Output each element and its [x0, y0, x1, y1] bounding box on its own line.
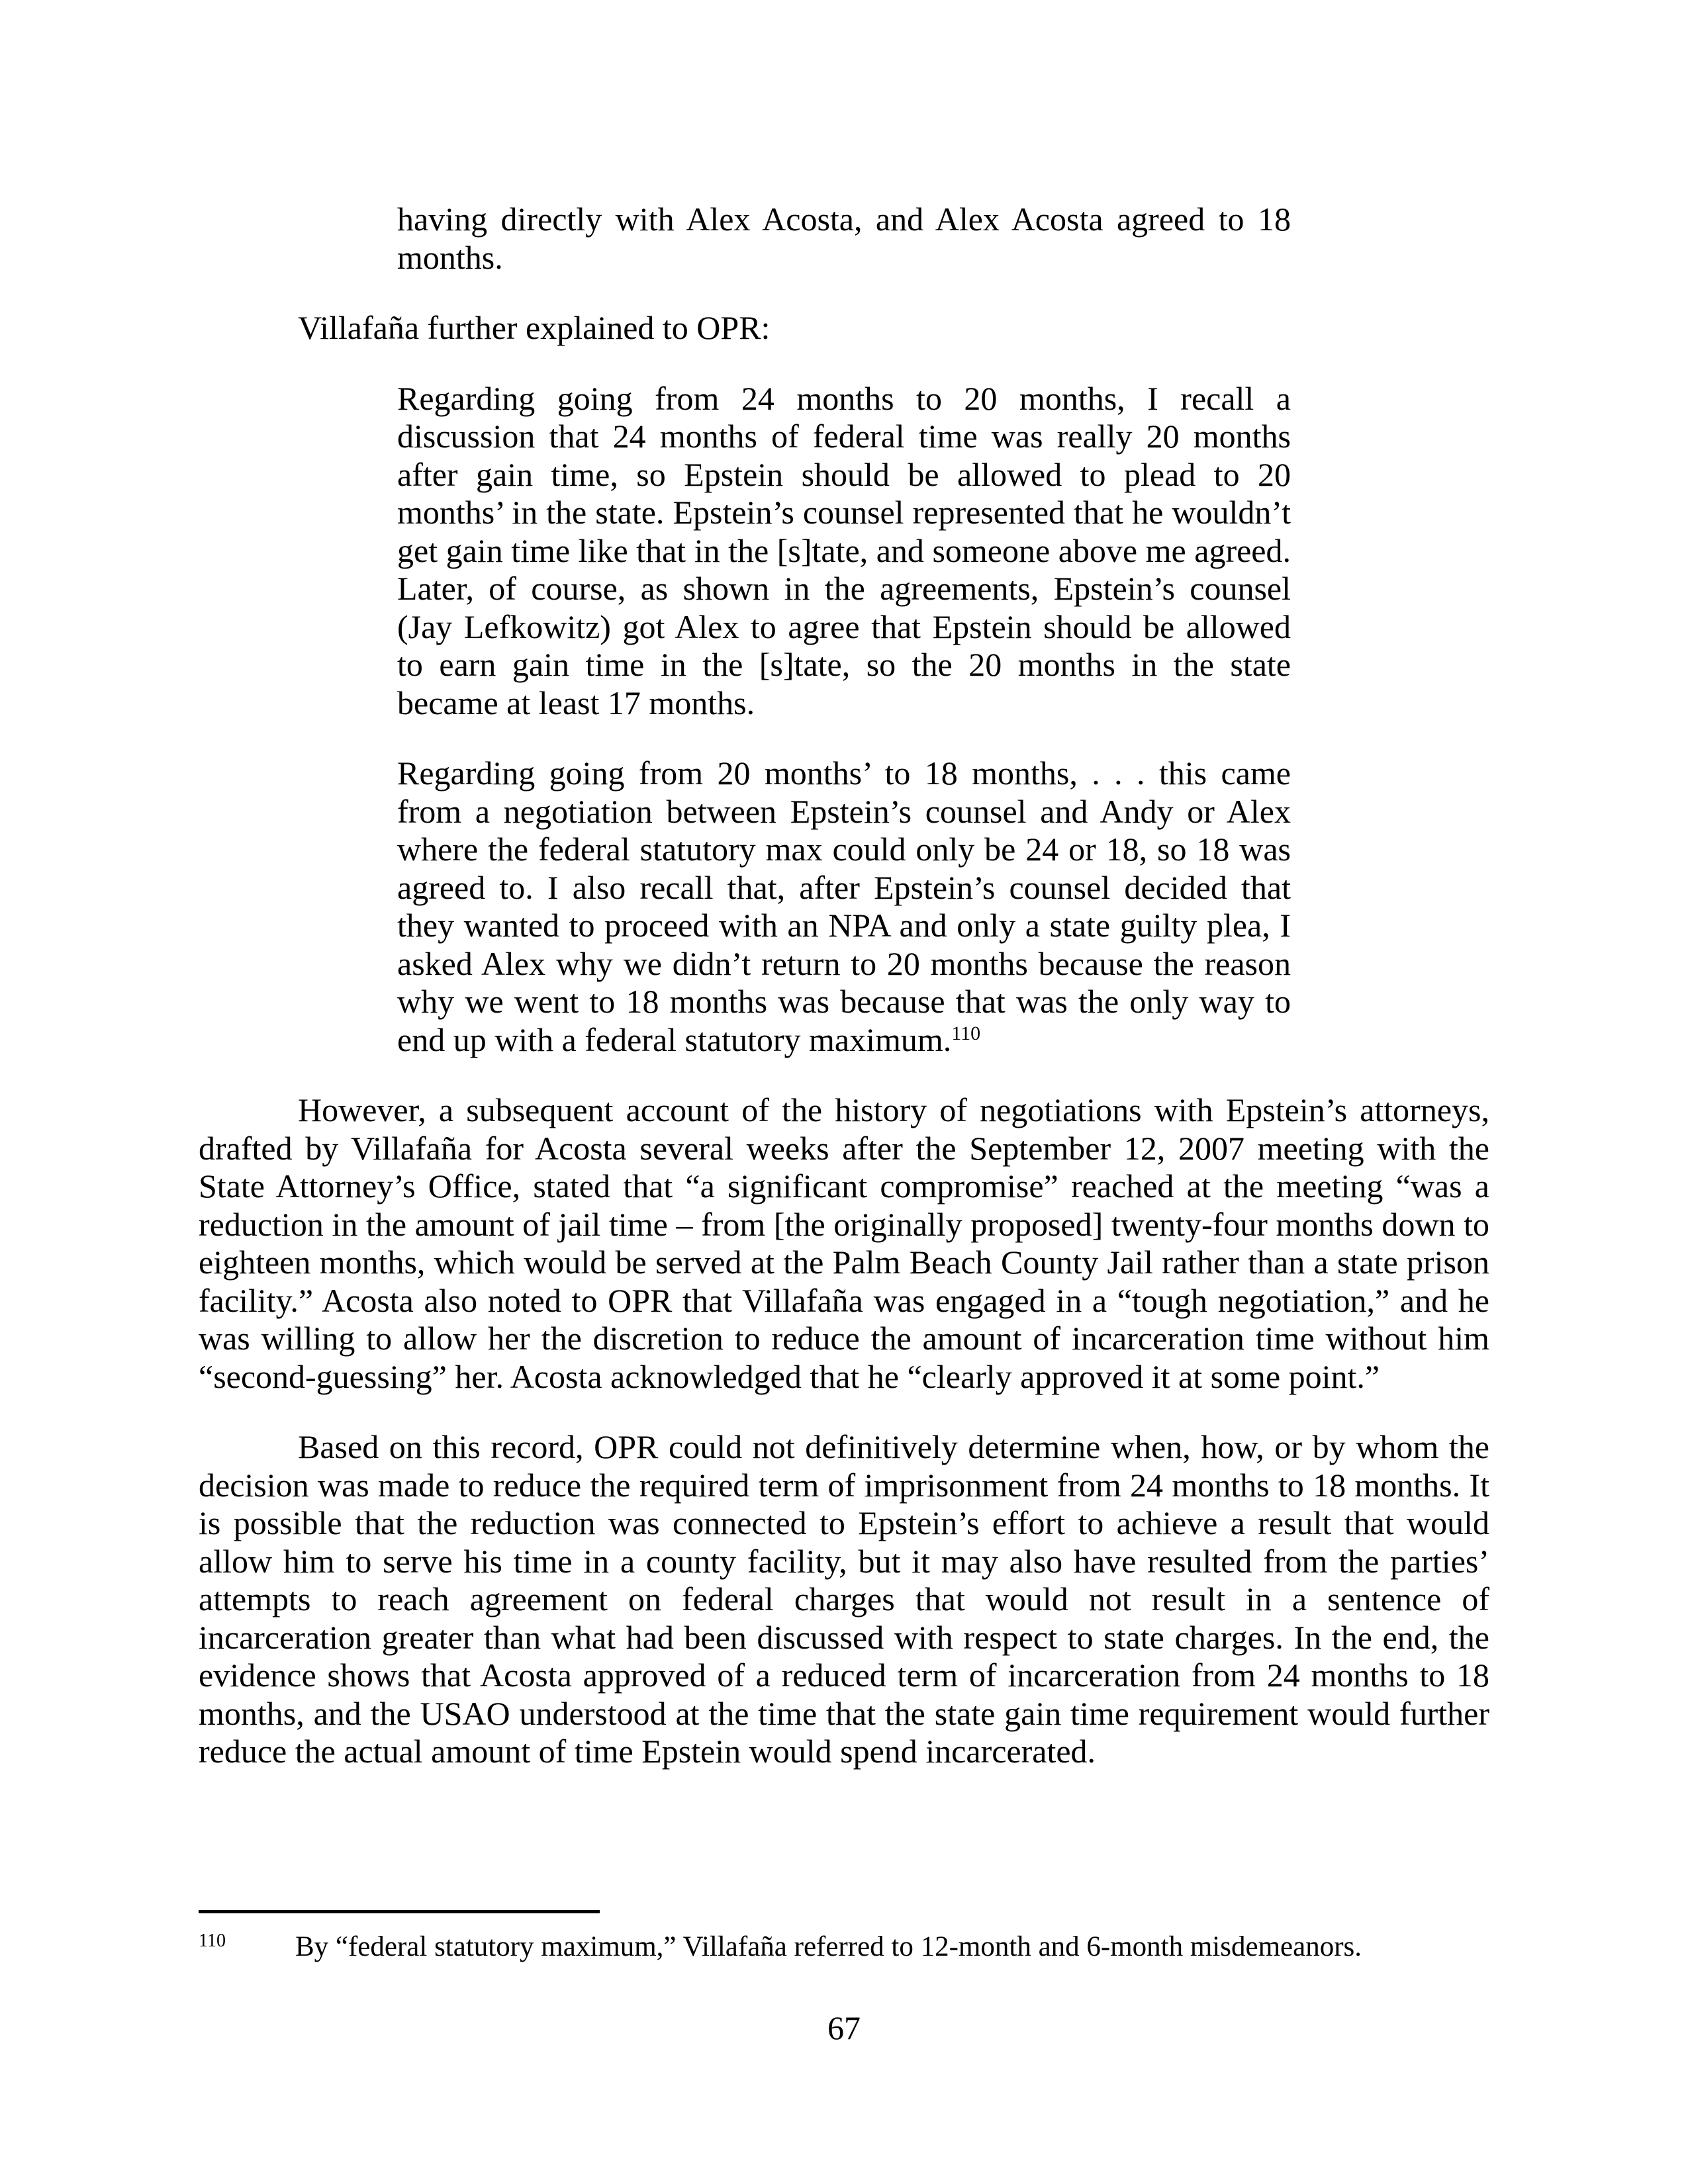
- footnote-text: By “federal statutory maximum,” Villafaña referred to 12-month and 6-month misdemeanors.: [295, 1931, 1362, 1962]
- paragraph-based-on-this-record: Based on this record, OPR could not definitively determine when, how, or by whom the decision was made to reduce the required term of imprisonment from 24 months to 18 months. It is possible that the reduction was connected to Epstein’s effort to achieve a result that would allow him to serve his time in a county facility, but it may also have resulted from the parties’ attempts to reach agreement on federal charges that would not result in a sentence of incarceration greater than what had been discussed with respect to state charges. In the end, the evidence shows that Acosta approved of a reduced term of incarceration from 24 months to 18 months, and the USAO understood at the time that the state gain time requirement would further reduce the actual amount of time Epstein would spend incarcerated.: [199, 1428, 1489, 1770]
- footnote-marker: 110: [199, 1931, 226, 1951]
- page-number: 67: [827, 2009, 861, 2046]
- block-quote-20-to-18-months: [397, 754, 1291, 1059]
- footnote-110: [199, 1931, 1489, 1964]
- footnote-area: [199, 1910, 1489, 1964]
- block-quote-24-to-20-months: Regarding going from 24 months to 20 months, I recall a discussion that 24 months of federal time was really 20 months after gain time, so Epstein should be allowed to plead to 20 months’ in the state. Epstein’s counsel represented that he wouldn’t get gain time like that in the [s]tate, and someone above me agreed. Later, of course, as shown in the agreements, Epstein’s counsel (Jay Lefkowitz) got Alex to agree that Epstein should be allowed to earn gain time in the [s]tate, so the 20 months in the state became at least 17 months.: [397, 379, 1291, 721]
- footnote-reference-110: 110: [951, 1023, 981, 1044]
- footnote-separator-rule: [199, 1910, 600, 1913]
- page-body: [199, 201, 1489, 1803]
- block-quote-20-to-18-text: Regarding going from 20 months’ to 18 months, . . . this came from a negotiation between Epstein’s counsel and Andy or Alex where the federal statutory max could only be 24 or 18, so 18 was agreed to. I also recall that, after Epstein’s counsel decided that they wanted to proceed with an NPA and only a state guilty plea, I asked Alex why we didn’t return to 20 months because the reason why we went to 18 months was because that was the only way to end up with a federal statutory maximum.: [397, 754, 1291, 1058]
- paragraph-however-subsequent-account: However, a subsequent account of the history of negotiations with Epstein’s attorneys, drafted by Villafaña for Acosta several weeks after the September 12, 2007 meeting with the State Attorney’s Office, stated that “a significant compromise” reached at the meeting “was a reduction in the amount of jail time – from [the originally proposed] twenty-four months down to eighteen months, which would be served at the Palm Beach County Jail rather than a state prison facility.” Acosta also noted to OPR that Villafaña was engaged in a “tough negotiation,” and he was willing to allow her the discretion to reduce the amount of incarceration time without him “second-guessing” her. Acosta acknowledged that he “clearly approved it at some point.”: [199, 1091, 1489, 1395]
- block-quote-continued: having directly with Alex Acosta, and Alex Acosta agreed to 18 months.: [397, 201, 1291, 276]
- intro-paragraph: Villafaña further explained to OPR:: [298, 309, 771, 346]
